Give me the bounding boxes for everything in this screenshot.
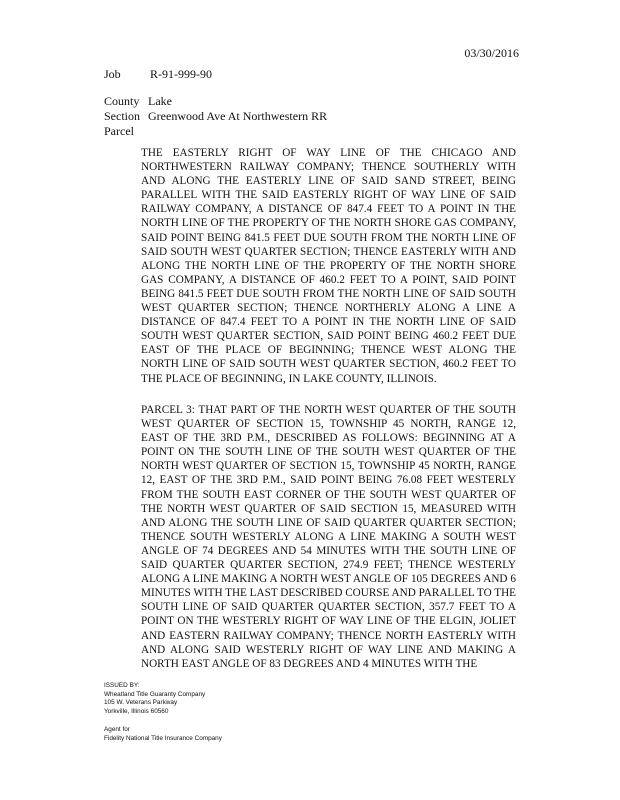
issuer-address-line2: Yorkville, Illinois 60560 bbox=[104, 707, 169, 715]
county-label: County bbox=[104, 94, 140, 108]
job-label: Job bbox=[104, 67, 121, 81]
agent-block bbox=[104, 726, 222, 743]
legal-description-paragraph: THE EASTERLY RIGHT OF WAY LINE OF THE CHICAGO AND NORTHWESTERN RAILWAY COMPANY; THENCE SOUTHERLY WITH AND ALONG THE EASTERLY LINE OF SAID SAND STREET, BEING PARALLEL WITH THE SAID EASTERLY RIGHT OF WAY LINE OF SAID RAILWAY COMPANY, A DISTANCE OF 847.4 FEET TO A POINT IN THE NORTH LINE OF THE PROPERTY OF THE NORTH SHORE GAS COMPANY, SAID POINT BEING 841.5 FEET DUE SOUTH FROM THE NORTH LINE OF SAID SOUTH WEST QUARTER SECTION; THENCE EASTERLY WITH AND ALONG THE NORTH LINE OF THE PROPERTY OF THE NORTH SHORE GAS COMPANY, A DISTANCE OF 460.2 FEET TO A POINT, SAID POINT BEING 841.5 FEET DUE SOUTH FROM THE NORTH LINE OF SAID SOUTH WEST QUARTER SECTION; THENCE NORTHERLY ALONG A LINE A DISTANCE OF 847.4 FEET TO A POINT IN THE NORTH LINE OF SAID SOUTH WEST QUARTER SECTION, SAID POINT BEING 460.2 FEET DUE EAST OF THE PLACE OF BEGINNING; THENCE WEST ALONG THE NORTH LINE OF SAID SOUTH WEST QUARTER SECTION, 460.2 FEET TO THE PLACE OF BEGINNING, IN LAKE COUNTY, ILLINOIS. bbox=[141, 147, 516, 385]
issued-by-label: ISSUED BY: bbox=[104, 682, 140, 689]
section-label: Section bbox=[104, 109, 140, 123]
parcel-label: Parcel bbox=[104, 124, 134, 138]
county-row bbox=[104, 94, 327, 109]
parcel-3-paragraph: PARCEL 3: THAT PART OF THE NORTH WEST QUARTER OF THE SOUTH WEST QUARTER OF SECTION 15, TOWNSHIP 45 NORTH, RANGE 12, EAST OF THE 3RD P.M., DESCRIBED AS FOLLOWS: BEGINNING AT A POINT ON THE SOUTH LINE OF THE SOUTH WEST QUARTER OF THE NORTH WEST QUARTER OF SECTION 15, TOWNSHIP 45 NORTH, RANGE 12, EAST OF THE 3RD P.M., SAID POINT BEING 76.08 FEET WESTERLY FROM THE SOUTH EAST CORNER OF THE SOUTH WEST QUARTER OF THE NORTH WEST QUARTER OF SAID SECTION 15, MEASURED WITH AND ALONG THE SOUTH LINE OF SAID QUARTER QUARTER SECTION; THENCE SOUTH WESTERLY ALONG A LINE MAKING A SOUTH WEST ANGLE OF 74 DEGREES AND 54 MINUTES WITH THE SOUTH LINE OF SAID QUARTER QUARTER SECTION, 274.9 FEET; THENCE WESTERLY ALONG A LINE MAKING A NORTH WEST ANGLE OF 105 DEGREES AND 6 MINUTES WITH THE LAST DESCRIBED COURSE AND PARALLEL TO THE SOUTH LINE OF SAID QUARTER QUARTER SECTION, 357.7 FEET TO A POINT ON THE WESTERLY RIGHT OF WAY LINE OF THE ELGIN, JOLIET AND EASTERN RAILWAY COMPANY; THENCE NORTH EASTERLY WITH AND ALONG SAID WESTERLY RIGHT OF WAY LINE AND MAKING A NORTH EAST ANGLE OF 83 DEGREES AND 4 MINUTES WITH THE bbox=[141, 404, 516, 670]
job-block bbox=[104, 67, 212, 82]
job-row bbox=[104, 67, 212, 82]
job-number: R-91-999-90 bbox=[150, 67, 212, 81]
agent-label: Agent for bbox=[104, 726, 130, 733]
agent-name: Fidelity National Title Insurance Company bbox=[104, 734, 222, 742]
issuer-block bbox=[104, 682, 205, 716]
location-block bbox=[104, 94, 327, 139]
parcel-row bbox=[104, 124, 327, 139]
county-value: Lake bbox=[148, 94, 172, 108]
section-value: Greenwood Ave At Northwestern RR bbox=[148, 109, 328, 123]
issuer-address-line1: 105 W. Veterans Parkway bbox=[104, 699, 178, 707]
document-date: 03/30/2016 bbox=[464, 46, 519, 60]
issuer-name: Wheatland Title Guaranty Company bbox=[104, 690, 206, 698]
section-row bbox=[104, 109, 327, 124]
